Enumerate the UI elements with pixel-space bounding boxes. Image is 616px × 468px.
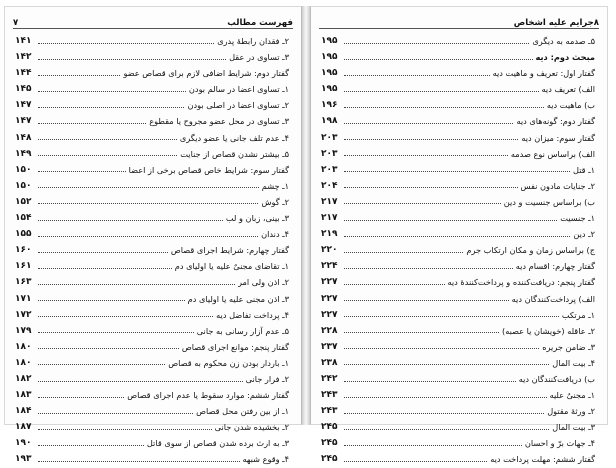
toc-entry-title: گفتار دوم: گونه‌های دیه <box>516 116 595 127</box>
toc-entry-title: ۲ـ تساوی اعضا در اصلی بودن <box>187 100 289 111</box>
toc-entry-page: ۲۲۷ <box>321 309 338 320</box>
toc-entry-title: گفتار ششم: مهلت پرداخت دیه <box>490 454 595 465</box>
toc-entry-page: ۱۷۲ <box>15 309 32 320</box>
dot-leader <box>38 364 165 365</box>
running-title-text: جرایم علیه اشخاص <box>513 18 594 28</box>
toc-entry-page: ۲۲۷ <box>321 277 338 288</box>
toc-entry-title: الف) تعریف دیه <box>541 84 595 95</box>
toc-entry-title: ۳ـ اذن مجنی علیه یا اولیای دم <box>187 293 289 304</box>
toc-entry-title: ۱ـ قتل <box>573 164 595 175</box>
dot-leader <box>344 236 570 237</box>
toc-entry <box>321 419 595 435</box>
dot-leader <box>38 171 126 172</box>
toc-entry-title: ب) ماهیت دیه <box>546 100 595 111</box>
toc-entry-page: ۱۶۳ <box>15 277 32 288</box>
dot-leader <box>38 236 258 237</box>
toc-entry <box>321 113 595 129</box>
toc-entry-page: ۱۹۵ <box>321 36 338 46</box>
dot-leader <box>38 59 226 60</box>
toc-entry-title: گفتار چهارم: شرایط اجرای قصاص <box>170 245 289 256</box>
dot-leader <box>344 284 445 285</box>
dot-leader <box>38 268 172 269</box>
dot-leader <box>344 364 549 365</box>
toc-entry-page: ۲۴۵ <box>321 422 338 433</box>
toc-entry <box>321 291 595 307</box>
toc-entry <box>15 146 289 162</box>
dot-leader <box>344 397 547 398</box>
dot-leader <box>38 187 259 188</box>
dot-leader <box>38 316 213 317</box>
toc-entry <box>15 65 289 81</box>
toc-entry <box>15 323 289 339</box>
dot-leader <box>38 397 124 398</box>
toc-entry-title: ۳ـ بینی، زبان و لب <box>225 213 289 224</box>
dot-leader <box>344 123 513 124</box>
toc-entry-page: ۱۵۰ <box>15 164 32 175</box>
toc-entry <box>15 339 289 355</box>
dot-leader <box>344 43 529 44</box>
toc-entry-title: ۵ـ صدمه به دیگری <box>532 36 595 46</box>
toc-entry-page: ۱۸۰ <box>15 357 32 368</box>
toc-entry-title: ج) براساس زمان و مکان ارتکاب جرم <box>466 245 595 256</box>
toc-entry <box>15 371 289 387</box>
toc-list-right <box>321 33 595 468</box>
toc-entry-page: ۱۸۰ <box>15 341 32 352</box>
toc-entry <box>15 194 289 210</box>
dot-leader <box>38 461 240 462</box>
dot-leader <box>38 75 120 76</box>
dot-leader <box>38 123 146 124</box>
toc-entry-page: ۲۴۳ <box>321 390 338 401</box>
toc-entry-page: ۱۴۲ <box>15 52 32 63</box>
toc-entry-title: گفتار چهارم: اقسام دیه <box>515 261 595 272</box>
toc-entry <box>321 371 595 387</box>
toc-entry-title: گفتار سوم: میزان دیه <box>521 132 595 143</box>
dot-leader <box>344 75 490 76</box>
toc-entry-title: ۱ـ تساوی اعضا در سالم بودن <box>188 84 289 95</box>
dot-leader <box>38 413 193 414</box>
toc-entry-page: ۱۷۹ <box>15 325 32 336</box>
toc-entry <box>321 355 595 371</box>
toc-entry-page: ۱۵۲ <box>15 196 32 207</box>
dot-leader <box>344 316 559 317</box>
toc-entry-title: ۱ـ مرتکب <box>561 309 595 320</box>
dot-leader <box>38 284 235 285</box>
toc-entry-title: گفتار پنجم: موانع اجرای قصاص <box>181 341 289 352</box>
toc-entry <box>15 419 289 435</box>
toc-entry <box>321 194 595 210</box>
toc-entry-title: ۳ـ تساوی در محل عضو مجروح یا مقطوع <box>149 116 289 127</box>
toc-entry-title: ۴ـ عدم تلف جانی یا عضو دیگری <box>179 132 289 143</box>
toc-entry <box>15 49 289 65</box>
toc-entry-title: ۱ـ باردار بودن زن محکوم به قصاص <box>168 357 289 368</box>
toc-entry <box>321 65 595 81</box>
dot-leader <box>344 252 463 253</box>
toc-entry <box>321 49 595 65</box>
dot-leader <box>38 43 214 44</box>
toc-entry <box>15 307 289 323</box>
dot-leader <box>344 348 539 349</box>
toc-entry-title: گفتار اول: تعریف و ماهیت دیه <box>492 68 595 79</box>
toc-entry-title: ۳ـ ضامن جریره <box>542 341 595 352</box>
toc-entry <box>321 130 595 146</box>
toc-entry <box>321 435 595 451</box>
toc-entry-page: ۱۸۲ <box>15 373 32 384</box>
dot-leader <box>344 187 518 188</box>
toc-entry <box>15 435 289 451</box>
dot-leader <box>344 107 544 108</box>
toc-entry-page: ۱۴۴ <box>15 68 32 79</box>
toc-entry <box>15 258 289 274</box>
toc-entry-page: ۱۹۳ <box>15 454 32 465</box>
dot-leader <box>344 171 570 172</box>
toc-entry-page: ۱۴۱ <box>15 36 32 46</box>
toc-entry <box>321 403 595 419</box>
toc-entry-page: ۲۰۳ <box>321 164 338 175</box>
toc-entry-title: گفتار دوم: شرایط اضافی لازم برای قصاص عضو <box>123 68 289 79</box>
dot-leader <box>38 107 184 108</box>
dot-leader <box>344 203 501 204</box>
toc-entry-page: ۲۲۴ <box>321 261 338 272</box>
dot-leader <box>344 429 549 430</box>
toc-entry <box>321 162 595 178</box>
toc-entry-page: ۲۰۴ <box>321 180 338 191</box>
toc-entry-title: ۳ـ به ارث برده شدن قصاص از سوی قاتل <box>146 438 289 449</box>
running-title: فهرست مطالب <box>227 18 293 28</box>
toc-entry <box>321 97 595 113</box>
toc-entry <box>321 387 595 403</box>
toc-entry-title: ۲ـ گوش <box>261 196 289 207</box>
toc-entry <box>321 339 595 355</box>
toc-entry-title: ۲ـ جنایات مادون نفس <box>520 180 595 191</box>
toc-entry-title: ۴ـ پرداخت تفاضل دیه <box>216 309 289 320</box>
toc-entry-title: ب) براساس جنسیت و دین <box>503 196 595 207</box>
toc-entry <box>15 81 289 97</box>
dot-leader <box>344 59 533 60</box>
right-page <box>310 6 608 465</box>
toc-entry-page: ۱۹۵ <box>321 68 338 79</box>
toc-entry-page: ۱۹۵ <box>321 52 338 63</box>
toc-entry <box>321 81 595 97</box>
toc-entry-page: ۲۴۵ <box>321 438 338 449</box>
toc-entry <box>321 323 595 339</box>
toc-entry-title: ۲ـ فقدان رابطهٔ پدری <box>217 36 289 46</box>
dot-leader <box>344 461 487 462</box>
toc-entry <box>321 146 595 162</box>
toc-entry <box>15 178 289 194</box>
toc-entry <box>15 355 289 371</box>
toc-entry-title: ۲ـ ورثهٔ مقتول <box>547 406 595 417</box>
toc-entry-page: ۱۴۷ <box>15 100 32 111</box>
dot-leader <box>38 332 194 333</box>
toc-entry <box>321 451 595 467</box>
toc-entry <box>15 33 289 49</box>
toc-entry <box>15 97 289 113</box>
toc-entry-page: ۲۲۰ <box>321 245 338 256</box>
dot-leader <box>344 413 544 414</box>
toc-entry-title: ۲ـ عاقله (خویشان یا عصبه) <box>502 325 595 336</box>
toc-entry-page: ۱۶۰ <box>15 245 32 256</box>
toc-entry-page: ۲۲۸ <box>321 325 338 336</box>
dot-leader <box>344 332 499 333</box>
toc-entry <box>321 258 595 274</box>
dot-leader <box>344 445 522 446</box>
left-page-header <box>13 11 293 29</box>
dot-leader <box>38 429 212 430</box>
toc-entry <box>15 226 289 242</box>
toc-entry-page: ۱۹۰ <box>15 438 32 449</box>
page-number: ۸ <box>593 18 599 28</box>
toc-entry <box>15 274 289 290</box>
dot-leader <box>344 220 557 221</box>
toc-entry-title: ۵ـ عدم آزار رسانی به جانی <box>196 325 289 336</box>
toc-entry-page: ۱۹۵ <box>321 84 338 95</box>
toc-entry-title: گفتار سوم: شرایط خاص قصاص برخی از اعضا <box>128 164 289 175</box>
toc-entry-page: ۱۴۸ <box>15 132 32 143</box>
toc-entry-page: ۱۸۳ <box>15 390 32 401</box>
toc-entry-title: ۱ـ تقاضای مجنیٌ علیه یا اولیای دم <box>174 261 289 272</box>
dot-leader <box>38 139 177 140</box>
dot-leader <box>38 155 177 156</box>
toc-entry-page: ۱۹۶ <box>321 100 338 111</box>
dot-leader <box>38 203 258 204</box>
toc-entry <box>15 162 289 178</box>
toc-entry-page: ۲۳۸ <box>321 357 338 368</box>
toc-entry-page: ۱۵۵ <box>15 229 32 240</box>
toc-entry-title: گفتار پنجم: دریافت‌کننده و پرداخت‌کنندهٔ دیه <box>447 277 595 288</box>
toc-entry-page: ۲۴۳ <box>321 406 338 417</box>
toc-entry <box>15 451 289 467</box>
toc-entry-title: ۱ـ جنسیت <box>560 213 595 224</box>
dot-leader <box>38 445 144 446</box>
toc-entry-title: ب) دریافت‌کنندگان دیه <box>518 373 595 384</box>
toc-entry-title: الف) پرداخت‌کنندگان دیه <box>511 293 595 304</box>
toc-entry-page: ۲۱۷ <box>321 196 338 207</box>
toc-entry-title: ۴ـ دندان <box>261 229 289 240</box>
toc-entry-title: ۱ـ از بین رفتن محل قصاص <box>196 406 289 417</box>
toc-entry-page: ۲۰۳ <box>321 132 338 143</box>
dot-leader <box>38 348 179 349</box>
toc-entry-title: ۵ـ بیشتر نشدن قصاص از جنایت <box>180 148 289 159</box>
toc-entry-page: ۱۵۴ <box>15 213 32 224</box>
toc-entry-title: ۲ـ اذن ولی امر <box>238 277 289 288</box>
dot-leader <box>38 220 223 221</box>
toc-entry-title: ۱ـ چشم <box>261 180 289 191</box>
toc-entry-page: ۲۴۲ <box>321 373 338 384</box>
left-page <box>4 6 302 465</box>
dot-leader <box>344 268 513 269</box>
toc-entry-page: ۱۸۷ <box>15 422 32 433</box>
toc-entry-title: ۴ـ جهات برّ و احسان <box>524 438 595 449</box>
dot-leader <box>38 381 243 382</box>
toc-entry-title: گفتار ششم: موارد سقوط یا عدم اجرای قصاص <box>127 390 289 401</box>
dot-leader <box>344 300 509 301</box>
toc-entry <box>321 178 595 194</box>
toc-entry-page: ۲۳۷ <box>321 341 338 352</box>
toc-entry <box>321 33 595 49</box>
toc-list-left <box>15 33 289 468</box>
toc-entry <box>15 113 289 129</box>
toc-entry-title: ۲ـ فرار جانی <box>245 373 289 384</box>
toc-entry-page: ۱۷۱ <box>15 293 32 304</box>
dot-leader <box>344 155 508 156</box>
toc-entry <box>321 226 595 242</box>
toc-entry-title: ۲ـ بخشیده شدن جانی <box>214 422 289 433</box>
toc-entry <box>15 242 289 258</box>
toc-entry-title: مبحث دوم: دیه <box>535 52 595 63</box>
toc-entry <box>321 210 595 226</box>
toc-entry-title: ۱ـ مجنیٌ علیه <box>549 390 595 401</box>
toc-entry <box>15 291 289 307</box>
toc-entry <box>15 387 289 403</box>
toc-entry <box>321 307 595 323</box>
toc-entry <box>321 274 595 290</box>
right-page-header <box>319 11 599 29</box>
dot-leader <box>344 91 539 92</box>
dot-leader <box>344 139 518 140</box>
toc-entry-title: ۴ـ بیت المال <box>552 357 595 368</box>
running-title <box>514 18 599 28</box>
toc-entry-page: ۱۶۱ <box>15 261 32 272</box>
toc-entry <box>321 242 595 258</box>
toc-entry-title: الف) براساس نوع صدمه <box>510 148 595 159</box>
toc-entry-title: ۴ـ وقوع شبهه <box>242 454 289 465</box>
dot-leader <box>344 381 516 382</box>
toc-entry <box>15 403 289 419</box>
toc-entry-title: ۳ـ تساوی در عقل <box>229 52 289 63</box>
toc-entry-page: ۱۵۰ <box>15 180 32 191</box>
toc-entry-page: ۱۸۴ <box>15 406 32 417</box>
dot-leader <box>38 91 186 92</box>
toc-entry-page: ۱۴۹ <box>15 148 32 159</box>
toc-entry-title: ۲ـ دین <box>573 229 595 240</box>
toc-entry <box>15 210 289 226</box>
toc-entry-page: ۲۲۷ <box>321 293 338 304</box>
toc-entry <box>15 130 289 146</box>
toc-entry-page: ۱۴۷ <box>15 116 32 127</box>
toc-entry-page: ۲۰۳ <box>321 148 338 159</box>
toc-entry-page: ۱۴۵ <box>15 84 32 95</box>
book-spine <box>302 6 310 425</box>
page-number: ۷ <box>13 18 19 28</box>
toc-entry-page: ۱۹۸ <box>321 116 338 127</box>
toc-entry-page: ۲۱۹ <box>321 229 338 240</box>
toc-entry-title: ۳ـ بیت المال <box>552 422 595 433</box>
toc-entry-page: ۲۴۵ <box>321 454 338 465</box>
dot-leader <box>38 252 168 253</box>
dot-leader <box>38 300 185 301</box>
toc-entry-page: ۲۱۷ <box>321 213 338 224</box>
